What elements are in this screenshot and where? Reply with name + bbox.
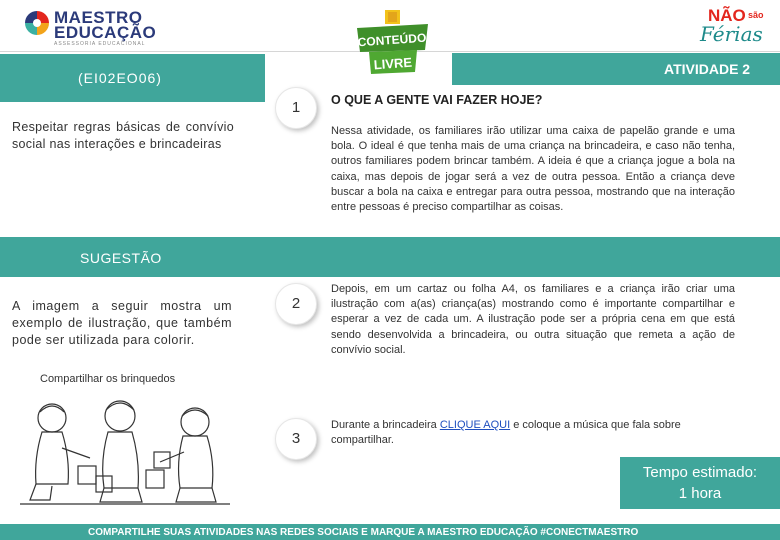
step-1-title: O QUE A GENTE VAI FAZER HOJE? <box>331 93 543 107</box>
step-3-number: 3 <box>275 418 317 460</box>
activity-label: ATIVIDADE 2 <box>664 61 751 77</box>
suggestion-heading: SUGESTÃO <box>80 250 162 266</box>
time-estimate-value: 1 hora <box>678 485 722 502</box>
logo-ferias: Férias <box>700 22 763 46</box>
logo-sao: são <box>748 10 764 20</box>
step-1-text: Nessa atividade, os familiares irão utilizar uma caixa de papelão grande e uma bola. O ideal é que tenha mais de uma criança na brincadeira, e caso não tenha, outros familiares podem brincar também. A ideia é que a criança jogue a bola na caixa, mas depois de jogar será a vez de outra pessoa. Então a criança deve buscar a bola na caixa e entregar para outra pessoa, mostrando que na interação entre pessoas é preciso compartilhar as coisas. <box>331 125 735 214</box>
step-1-number: 1 <box>275 87 317 129</box>
maestro-educacao-logo <box>24 6 157 47</box>
footer-text: COMPARTILHE SUAS ATIVIDADES NAS REDES SOCIAIS E MARQUE A MAESTRO EDUCAÇÃO #CONECTMAESTRO <box>88 527 639 538</box>
logo-line1: MAESTRO <box>54 8 143 27</box>
nao-sao-ferias-logo <box>680 6 770 48</box>
clique-aqui-link[interactable]: CLIQUE AQUI <box>439 419 511 431</box>
time-estimate-label: Tempo estimado: <box>642 464 758 481</box>
badge-line1: CONTEÚDO <box>357 30 427 50</box>
logo-tagline: ASSESSORIA EDUCACIONAL <box>54 41 146 47</box>
step-2-number: 2 <box>275 283 317 325</box>
illustration-caption: Compartilhar os brinquedos <box>40 373 176 385</box>
children-sharing-toys-illustration <box>20 388 230 510</box>
suggestion-text: A imagem a seguir mostra um exemplo de ilustração, que também pode ser utilizada para colorir. <box>12 299 232 347</box>
objective-text: Respeitar regras básicas de convívio social nas interações e brincadeiras <box>12 120 234 151</box>
pinwheel-logo-icon <box>24 10 50 36</box>
step-3-text-before: Durante a brincadeira <box>331 419 440 431</box>
step-2-text: Depois, em um cartaz ou folha A4, os familiares e a criança irão criar uma ilustração com a(as) criança(as) mostrando como é importante compartilhar e esperar a vez de cada um. A ilustração pode ser a própria cena em que está sendo desenvolvida a brincadeira, ou outra situação que remeta a ação de convívio social. <box>331 283 735 356</box>
step-3-text <box>331 418 735 448</box>
conteudo-livre-badge <box>355 10 430 80</box>
objective-code: (EI02EO06) <box>78 70 162 86</box>
badge-line2: LIVRE <box>373 54 413 73</box>
logo-line2: EDUCAÇÃO <box>54 23 157 42</box>
step-3-text-after: e coloque a música que fala sobre compartilhar. <box>331 419 681 447</box>
time-estimate <box>620 462 780 504</box>
logo-nao: NÃO <box>708 6 746 25</box>
